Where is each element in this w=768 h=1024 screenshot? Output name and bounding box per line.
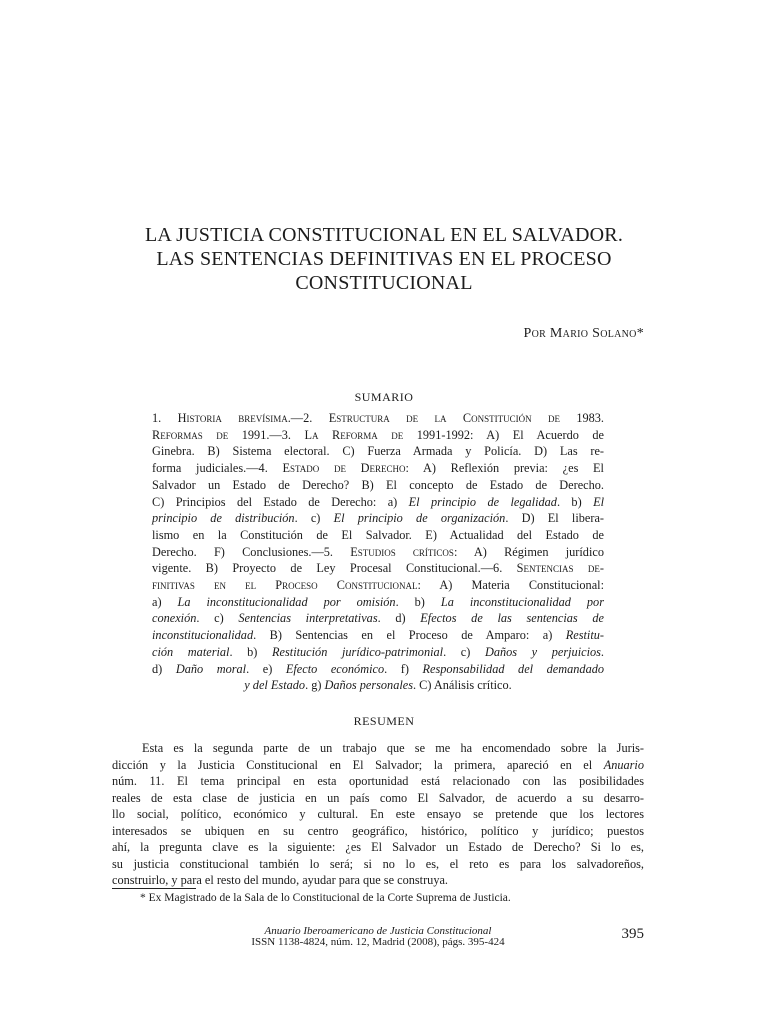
text-run: su justicia constitucional también lo será; si no lo es, el reto es para los salvadoreños, xyxy=(112,856,644,871)
text-run: d) xyxy=(152,661,176,676)
text-run: . b) xyxy=(229,644,273,659)
italic-text: Anuario xyxy=(603,757,644,772)
sumario-line xyxy=(152,510,604,527)
small-caps-text: Historia brevísima xyxy=(177,411,288,425)
text-run: .—2. xyxy=(287,411,329,425)
text-run: construirlo, y para el resto del mundo, ayudar para que se construya. xyxy=(112,873,449,887)
text-run: . f) xyxy=(384,661,423,676)
title-line-2: LAS SENTENCIAS DEFINITIVAS EN EL PROCESO xyxy=(156,248,612,270)
italic-text: Restitución jurídico-patrimonial xyxy=(272,644,444,659)
title-line-1: LA JUSTICIA CONSTITUCIONAL EN EL SALVADOR. xyxy=(144,224,624,246)
sumario-line xyxy=(152,577,604,594)
text-run: Salvador un Estado de Derecho? B) El concepto de Estado de Derecho. xyxy=(152,477,604,492)
resumen-line xyxy=(112,757,644,774)
italic-text: El principio de legalidad xyxy=(408,494,557,509)
text-run: . b) xyxy=(395,594,441,609)
small-caps-text: Estudios críticos xyxy=(350,544,454,559)
text-run: núm. 11. El tema principal en esta oportunidad está relacionado con las posibilidades xyxy=(112,774,644,788)
sumario-line xyxy=(152,477,604,494)
italic-text: Restitu- xyxy=(565,628,604,643)
text-run: . d) xyxy=(377,611,421,626)
text-run: : A) Reflexión previa: ¿es El xyxy=(405,461,604,476)
text-run: . c) xyxy=(443,644,485,659)
text-run: 1991-1992: A) El Acuerdo de xyxy=(403,427,605,442)
sumario-line xyxy=(152,427,604,444)
italic-text: Daños personales xyxy=(324,678,413,693)
sumario-line xyxy=(152,443,604,460)
italic-text: La inconstitucionalidad por omisión xyxy=(177,594,396,609)
sumario-line xyxy=(152,594,604,611)
italic-text: Responsabilidad del demandado xyxy=(422,661,605,676)
text-run: . e) xyxy=(246,661,286,676)
resumen-line xyxy=(112,806,644,823)
sumario-line xyxy=(152,661,604,678)
text-run: forma judiciales.—4. xyxy=(152,461,283,476)
resumen-line xyxy=(112,872,644,889)
small-caps-text: Sentencias de- xyxy=(516,561,604,576)
text-run: Esta es la segunda parte de un trabajo que se me ha encomendado sobre la Juris- xyxy=(142,741,644,755)
small-caps-text: Estructura de la Constitución de 1983. xyxy=(328,411,605,425)
footnote-divider xyxy=(112,888,196,889)
text-run: . b) xyxy=(556,494,594,509)
italic-text: y del Estado xyxy=(244,678,306,693)
resumen-line xyxy=(112,790,644,807)
resumen-line xyxy=(112,773,644,790)
resumen-line xyxy=(112,856,644,873)
italic-text: Sentencias interpretativas xyxy=(238,611,378,626)
small-caps-text: La Reforma de xyxy=(304,427,404,442)
small-caps-text: Reformas de xyxy=(152,427,229,442)
sumario-line xyxy=(152,544,604,561)
italic-text: conexión xyxy=(152,611,197,626)
italic-text: Daños y perjuicios xyxy=(484,644,601,659)
text-run: Ginebra. B) Sistema electoral. C) Fuerza Armada y Policía. D) Las re- xyxy=(152,444,604,459)
text-run: a) xyxy=(152,594,178,609)
sumario-line xyxy=(152,494,604,511)
text-run: lismo en la Constitución de El Salvador. E) Actualidad del Estado de xyxy=(152,527,604,542)
italic-text: La inconstitucionalidad por xyxy=(440,594,604,609)
text-run: Derecho. F) Conclusiones.—5. xyxy=(152,544,351,559)
italic-text: inconstitucionalidad xyxy=(152,628,254,643)
text-run: . D) El libera- xyxy=(505,511,605,526)
article-title xyxy=(100,223,668,295)
resumen-line xyxy=(112,740,644,757)
journal-citation xyxy=(112,926,644,948)
journal-issn: ISSN 1138-4824, núm. 12, Madrid (2008), págs. 395-424 xyxy=(251,936,505,948)
italic-text: Efectos de las sentencias de xyxy=(420,611,604,626)
text-run: . c) xyxy=(196,611,239,626)
text-run: 1991.—3. xyxy=(228,427,305,442)
author-byline: Por Mario Solano* xyxy=(523,326,644,341)
journal-name: Anuario Iberoamericano de Justicia Constitucional xyxy=(264,925,492,937)
text-run: 1. xyxy=(152,411,178,425)
sumario-heading: SUMARIO xyxy=(354,390,414,404)
text-run: : A) Materia Constitucional: xyxy=(417,578,604,593)
text-run: llo social, político, económico y cultural. En este ensayo se pretende que los lectores xyxy=(112,807,644,821)
sumario-line xyxy=(152,627,604,644)
sumario-line xyxy=(152,610,604,627)
sumario-line xyxy=(152,677,604,694)
italic-text: El principio de organización xyxy=(333,511,506,526)
text-run: vigente. B) Proyecto de Ley Procesal Constitucional.—6. xyxy=(152,561,517,576)
small-caps-text: finitivas en el Proceso Constitucional xyxy=(152,578,418,593)
sumario-line xyxy=(152,644,604,661)
sumario-body xyxy=(152,410,604,694)
resumen-body xyxy=(112,740,644,889)
small-caps-text: Estado de Derecho xyxy=(282,461,406,476)
footnote: * Ex Magistrado de la Sala de lo Constitucional de la Corte Suprema de Justicia. xyxy=(140,892,511,904)
text-run: . c) xyxy=(294,511,334,526)
sumario-line xyxy=(152,410,604,427)
italic-text: Efecto económico xyxy=(285,661,385,676)
text-run: . C) Análisis crítico. xyxy=(413,678,512,693)
text-run: ahí, la pregunta clave es la siguiente: ¿es El Salvador un Estado de Derecho? Si lo es, xyxy=(112,840,644,854)
resumen-heading: RESUMEN xyxy=(353,714,415,728)
sumario-line xyxy=(152,527,604,544)
text-run: C) Principios del Estado de Derecho: a) xyxy=(152,494,409,509)
italic-text: ción material xyxy=(152,644,230,659)
resumen-line xyxy=(112,823,644,840)
page-number: 395 xyxy=(621,926,644,942)
italic-text: principio de distribución xyxy=(152,511,295,526)
italic-text: El xyxy=(593,494,605,509)
text-run: . B) Sentencias en el Proceso de Amparo: a) xyxy=(253,628,566,643)
text-run: reales de esta clase de justicia en un país como El Salvador, de acuerdo a su desarro- xyxy=(112,790,644,805)
text-run: dicción y la Justicia Constitucional en El Salvador; la primera, apareció en el xyxy=(112,757,604,772)
sumario-line xyxy=(152,560,604,577)
text-run: interesados se ubiquen en su centro geográfico, histórico, político y jurídico; puestos xyxy=(112,823,644,838)
italic-text: Daño moral xyxy=(175,661,247,676)
text-run: . xyxy=(600,644,604,659)
text-run: . g) xyxy=(305,678,325,693)
resumen-line xyxy=(112,839,644,856)
text-run: : A) Régimen jurídico xyxy=(453,544,604,559)
title-line-3: CONSTITUCIONAL xyxy=(295,272,473,294)
sumario-line xyxy=(152,460,604,477)
